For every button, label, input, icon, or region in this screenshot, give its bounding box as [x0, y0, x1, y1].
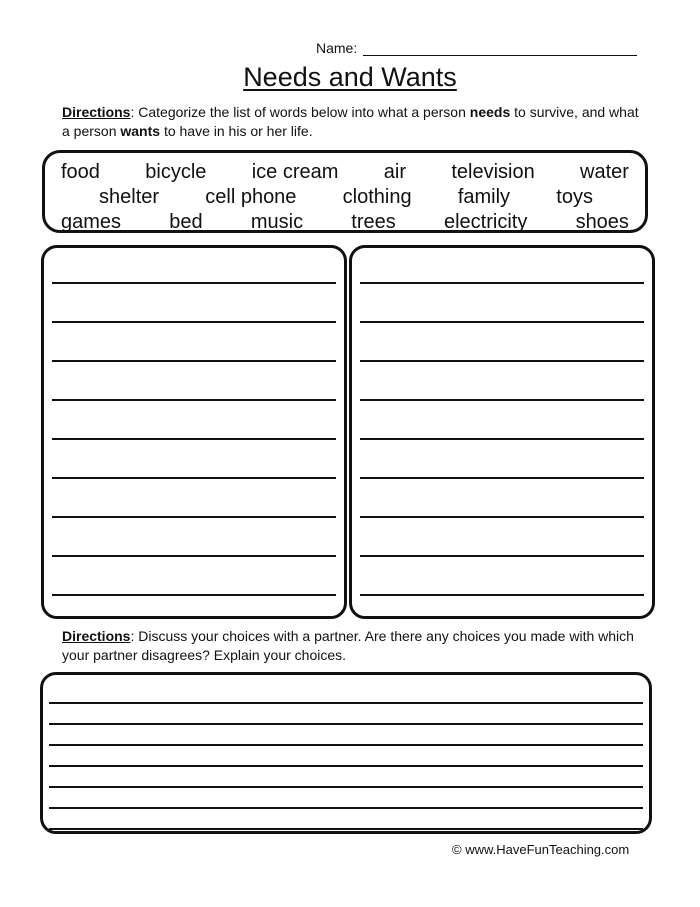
- directions-text: : Discuss your choices with a partner. Are there any choices you made with which your partner disagrees? Explain your choices.: [62, 628, 634, 663]
- word-item: shelter: [99, 186, 160, 208]
- wants-word: wants: [120, 123, 161, 139]
- word-item: clothing: [342, 186, 412, 208]
- word-item: ice cream: [251, 161, 339, 183]
- writing-line[interactable]: [360, 555, 644, 557]
- writing-line[interactable]: [49, 807, 643, 809]
- writing-line[interactable]: [52, 438, 336, 440]
- wants-column: [349, 245, 655, 619]
- word-item: electricity: [443, 211, 528, 233]
- writing-line[interactable]: [52, 282, 336, 284]
- word-item: water: [580, 161, 629, 183]
- directions-1: [62, 103, 642, 141]
- writing-line[interactable]: [52, 399, 336, 401]
- word-item: shoes: [575, 211, 629, 233]
- writing-line[interactable]: [360, 360, 644, 362]
- writing-line[interactable]: [52, 360, 336, 362]
- directions-label: Directions: [62, 628, 131, 644]
- writing-line[interactable]: [360, 321, 644, 323]
- needs-word: needs: [469, 104, 511, 120]
- writing-line[interactable]: [52, 594, 336, 596]
- writing-line[interactable]: [49, 828, 643, 830]
- writing-line[interactable]: [360, 438, 644, 440]
- name-row: [316, 40, 637, 56]
- word-item: television: [451, 161, 535, 183]
- writing-line[interactable]: [360, 477, 644, 479]
- writing-line[interactable]: [360, 516, 644, 518]
- word-item: cell phone: [205, 186, 297, 208]
- writing-line[interactable]: [49, 786, 643, 788]
- copyright-footer: © www.HaveFunTeaching.com: [452, 842, 630, 857]
- word-item: trees: [351, 211, 396, 233]
- needs-column: [41, 245, 347, 619]
- word-item: bicycle: [145, 161, 207, 183]
- writing-line[interactable]: [49, 765, 643, 767]
- word-item: family: [457, 186, 511, 208]
- directions-text-1: : Categorize the list of words below into what a person: [130, 104, 470, 120]
- writing-line[interactable]: [360, 594, 644, 596]
- word-item: air: [383, 161, 406, 183]
- word-row-1: [61, 161, 629, 184]
- writing-line[interactable]: [52, 477, 336, 479]
- word-item: games: [61, 211, 122, 233]
- writing-line[interactable]: [49, 723, 643, 725]
- writing-line[interactable]: [360, 399, 644, 401]
- writing-line[interactable]: [49, 702, 643, 704]
- writing-line[interactable]: [52, 321, 336, 323]
- name-label: Name:: [316, 40, 358, 56]
- word-item: toys: [556, 186, 593, 208]
- word-bank: [42, 150, 648, 233]
- word-row-2: [99, 186, 593, 209]
- word-row-3: [61, 211, 629, 234]
- directions-text-3: to have in his or her life.: [160, 123, 313, 139]
- directions-text-2: to survive, and what a person: [62, 104, 639, 139]
- directions-2: [62, 627, 642, 665]
- writing-line[interactable]: [52, 516, 336, 518]
- word-item: food: [61, 161, 100, 183]
- writing-line[interactable]: [49, 744, 643, 746]
- name-line[interactable]: [363, 41, 637, 56]
- word-item: bed: [169, 211, 203, 233]
- writing-line[interactable]: [360, 282, 644, 284]
- explanation-box: [40, 672, 652, 834]
- directions-label: Directions: [62, 104, 131, 120]
- page-title: Needs and Wants: [243, 62, 457, 92]
- writing-line[interactable]: [52, 555, 336, 557]
- word-item: music: [250, 211, 304, 233]
